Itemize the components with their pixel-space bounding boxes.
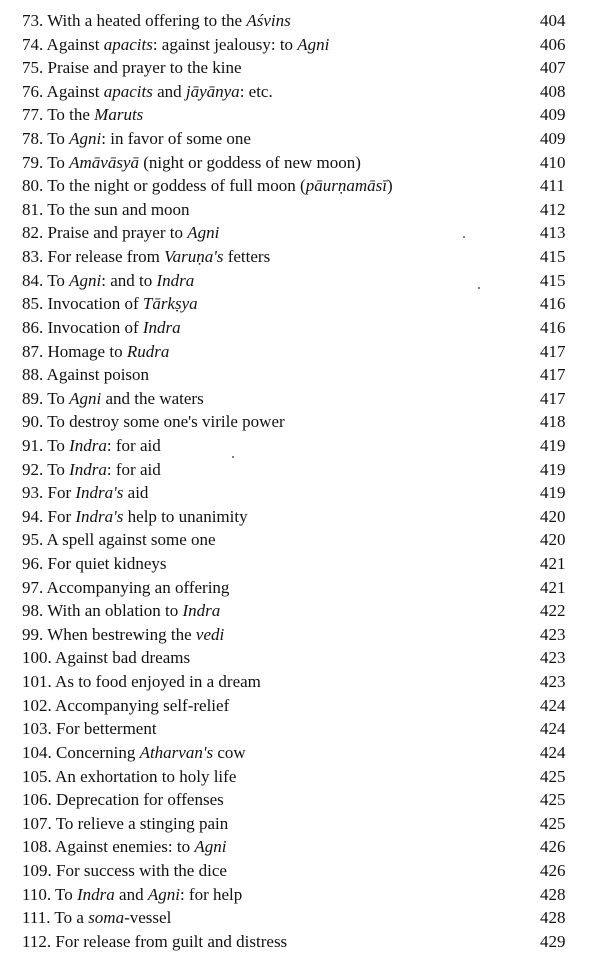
toc-entry-title	[22, 576, 229, 600]
toc-entry-page: 424	[540, 695, 566, 715]
toc-entry-title-italic: Indra	[156, 270, 195, 290]
toc-entry-title-text: : against jealousy: to	[152, 34, 298, 54]
toc-entry-title-text: : and to	[101, 270, 157, 290]
toc-entry-title	[22, 623, 224, 647]
toc-entry-title	[22, 599, 220, 623]
toc-entry-title-italic: Rudra	[126, 341, 170, 361]
toc-entry-title-text: aid	[123, 483, 149, 503]
toc-entry	[0, 434, 600, 458]
toc-entry-title-italic: apacits	[103, 81, 153, 101]
toc-entry-title-text: 109. For success with the dice	[22, 860, 227, 880]
toc-entry-title	[22, 221, 219, 245]
toc-entry-title	[22, 56, 242, 80]
toc-entry-title	[22, 788, 224, 812]
toc-entry-page: 410	[540, 152, 566, 172]
toc-entry-title-text: 80. To the night or goddess of full moon (	[22, 176, 306, 196]
toc-entry-title	[22, 717, 157, 741]
toc-entry-title-italic: Indra	[77, 884, 115, 904]
toc-entry-title-text: 88. Against poison	[22, 365, 150, 385]
toc-entry-title-text: : in favor of some one	[101, 129, 251, 149]
toc-entry	[0, 835, 600, 859]
toc-entry-title-text: 97. Accompanying an offering	[22, 577, 230, 597]
toc-entry-page: 416	[540, 317, 566, 337]
table-of-contents	[0, 9, 600, 953]
toc-entry	[0, 56, 600, 80]
toc-entry-title	[22, 292, 198, 316]
toc-entry-page: 423	[540, 624, 566, 644]
toc-entry-title	[22, 103, 143, 127]
toc-entry-page: 426	[540, 860, 566, 880]
toc-entry-title-italic: Indra's	[75, 506, 124, 526]
toc-entry	[0, 410, 600, 434]
toc-entry-page: 429	[540, 931, 566, 951]
toc-entry-page: 421	[540, 577, 566, 597]
toc-entry-title-text: -vessel	[124, 908, 172, 928]
toc-entry-title	[22, 670, 261, 694]
toc-entry-page: 423	[540, 648, 566, 668]
toc-entry-title-text: 85. Invocation of	[22, 294, 143, 314]
toc-entry-title-text: 79. To	[22, 152, 70, 172]
print-speck	[232, 456, 234, 458]
toc-entry	[0, 127, 600, 151]
toc-entry-title-text: 100. Against bad dreams	[22, 648, 191, 668]
toc-entry-title	[22, 151, 361, 175]
toc-entry-title-text: 111. To a	[22, 908, 89, 928]
toc-entry-title-italic: Indra	[69, 459, 107, 479]
toc-entry-title-italic: Indra	[142, 317, 181, 337]
toc-entry-title-text: 86. Invocation of	[22, 317, 143, 337]
toc-entry-title-text: help to unanimity	[123, 506, 248, 526]
toc-entry-title-text: cow	[213, 742, 246, 762]
toc-entry-title-italic: Agni	[69, 388, 102, 408]
toc-entry-title	[22, 741, 246, 765]
toc-entry	[0, 174, 600, 198]
toc-entry-title-text: 87. Homage to	[22, 341, 127, 361]
toc-entry-title	[22, 174, 393, 198]
toc-entry-title-italic: Indra's	[75, 483, 124, 503]
toc-entry-page: 417	[540, 388, 566, 408]
toc-entry-title-text: 89. To	[22, 388, 70, 408]
toc-entry-page: 419	[540, 483, 566, 503]
toc-entry-page: 408	[540, 81, 566, 101]
toc-entry	[0, 646, 600, 670]
toc-entry-title-italic: Amāvāsyā	[69, 152, 140, 172]
toc-entry	[0, 670, 600, 694]
toc-entry-title-text: 99. When bestrewing the	[22, 624, 196, 644]
toc-entry-page: 415	[540, 270, 566, 290]
toc-entry	[0, 481, 600, 505]
toc-entry-title-italic: Agni	[69, 270, 102, 290]
toc-entry-title-text: 112. For release from guilt and distress	[22, 931, 288, 951]
toc-entry	[0, 103, 600, 127]
toc-entry-page: 415	[540, 247, 566, 267]
toc-entry-title-text: 90. To destroy some one's virile power	[22, 412, 285, 432]
toc-entry	[0, 505, 600, 529]
toc-entry-title-text: : for aid	[106, 459, 161, 479]
toc-entry-title-italic: Indra	[182, 601, 221, 621]
toc-entry	[0, 883, 600, 907]
toc-entry	[0, 292, 600, 316]
toc-entry-title-text: 94. For	[22, 506, 76, 526]
toc-entry-title	[22, 646, 190, 670]
toc-entry-title-text: fetters	[223, 247, 271, 267]
toc-entry	[0, 363, 600, 387]
toc-entry-title	[22, 198, 190, 222]
toc-entry	[0, 528, 600, 552]
toc-entry-title-italic: Aśvins	[246, 11, 291, 30]
toc-entry-title-text: 101. As to food enjoyed in a dream	[22, 672, 261, 692]
toc-entry	[0, 80, 600, 104]
toc-entry-title-italic: pāurṇamāsī	[305, 176, 387, 196]
toc-entry-title-text: and	[152, 81, 186, 101]
toc-entry-page: 423	[540, 672, 566, 692]
toc-entry-title-text: 92. To	[22, 459, 70, 479]
toc-entry-title-text: and	[114, 884, 148, 904]
toc-entry-title-text: 110. To	[22, 884, 78, 904]
toc-entry	[0, 269, 600, 293]
toc-entry-page: 420	[540, 506, 566, 526]
toc-entry-title	[22, 812, 228, 836]
toc-entry-title-text: 76. Against	[22, 81, 104, 101]
toc-entry-title-text: 83. For release from	[22, 247, 165, 267]
toc-entry	[0, 33, 600, 57]
toc-entry-page: 424	[540, 742, 566, 762]
toc-entry-title	[22, 694, 229, 718]
toc-entry-title-text: )	[386, 176, 393, 196]
toc-entry-page: 413	[540, 223, 566, 243]
toc-entry-title-italic: jāyānya	[185, 81, 240, 101]
toc-entry-title	[22, 316, 181, 340]
toc-entry-title-italic: Agni	[187, 223, 220, 243]
toc-entry-page: 428	[540, 884, 566, 904]
toc-entry-title-italic: Varuṇa's	[164, 247, 224, 267]
toc-entry-title-text: 96. For quiet kidneys	[22, 554, 167, 574]
toc-entry-title-italic: Agni	[194, 837, 227, 857]
toc-entry-title-text: : for help	[179, 884, 243, 904]
toc-entry-title	[22, 765, 236, 789]
toc-entry-title-text: : for aid	[106, 435, 161, 455]
toc-entry	[0, 906, 600, 930]
toc-entry	[0, 9, 600, 33]
toc-entry-title-text: 75. Praise and prayer to the kine	[22, 58, 242, 78]
toc-entry	[0, 245, 600, 269]
print-speck	[463, 236, 465, 238]
toc-entry-title-text: 107. To relieve a stinging pain	[22, 813, 229, 833]
toc-entry-title-italic: vedi	[195, 624, 225, 644]
toc-entry-title-text: and the waters	[101, 388, 204, 408]
toc-entry-title	[22, 410, 285, 434]
toc-entry-title-text: 84. To	[22, 270, 70, 290]
toc-entry-title-text: 102. Accompanying self-relief	[22, 695, 230, 715]
toc-entry-page: 422	[540, 601, 566, 621]
toc-entry-title-text: 78. To	[22, 129, 70, 149]
toc-entry-page: 407	[540, 58, 566, 78]
toc-entry-title-text: 74. Against	[22, 34, 104, 54]
toc-entry-title-text: 91. To	[22, 435, 70, 455]
toc-entry-title-text: 81. To the sun and moon	[22, 199, 190, 219]
toc-entry-title-text: 93. For	[22, 483, 76, 503]
toc-entry-page: 411	[540, 176, 565, 196]
toc-entry-page: 420	[540, 530, 566, 550]
toc-entry	[0, 717, 600, 741]
toc-entry-title-italic: Agni	[297, 34, 330, 54]
toc-entry-title-text: 103. For betterment	[22, 719, 157, 739]
toc-entry-title-text: 104. Concerning	[22, 742, 140, 762]
toc-entry-page: 425	[540, 813, 566, 833]
toc-entry-title	[22, 458, 161, 482]
toc-entry-title	[22, 883, 242, 907]
toc-entry-title	[22, 552, 167, 576]
toc-entry-page: 409	[540, 129, 566, 149]
toc-entry-title-text: 82. Praise and prayer to	[22, 223, 188, 243]
toc-entry-page: 412	[540, 199, 566, 219]
toc-entry-title	[22, 859, 227, 883]
toc-entry-page: 428	[540, 908, 566, 928]
toc-entry-title-italic: Agni	[147, 884, 180, 904]
toc-entry-title-text: : etc.	[239, 81, 273, 101]
toc-entry-page: 418	[540, 412, 566, 432]
toc-entry-title-italic: Tārkṣya	[142, 294, 198, 314]
toc-entry	[0, 694, 600, 718]
toc-entry-title	[22, 245, 270, 269]
toc-entry	[0, 765, 600, 789]
toc-entry-title	[22, 528, 216, 552]
toc-entry	[0, 151, 600, 175]
toc-entry-title-italic: Indra	[69, 435, 107, 455]
toc-entry	[0, 859, 600, 883]
toc-entry	[0, 741, 600, 765]
toc-entry-page: 406	[540, 34, 566, 54]
toc-entry-title-text: 108. Against enemies: to	[22, 837, 195, 857]
toc-entry-title	[22, 835, 226, 859]
toc-entry-title	[22, 127, 251, 151]
toc-entry-page: 419	[540, 459, 566, 479]
toc-entry-title-text: 95. A spell against some one	[22, 530, 216, 550]
toc-entry-title	[22, 33, 329, 57]
toc-entry-page: 425	[540, 766, 566, 786]
toc-entry	[0, 316, 600, 340]
toc-entry-title	[22, 906, 171, 930]
toc-entry-page: 425	[540, 790, 566, 810]
toc-entry-title	[22, 505, 248, 529]
toc-entry-title-italic: apacits	[103, 34, 153, 54]
toc-entry-title	[22, 481, 148, 505]
toc-entry-title-text: 105. An exhortation to holy life	[22, 766, 237, 786]
toc-entry-title	[22, 269, 194, 293]
toc-entry-page: 426	[540, 837, 566, 857]
toc-entry-title	[22, 434, 161, 458]
toc-entry-title-italic: Agni	[69, 129, 102, 149]
toc-entry	[0, 599, 600, 623]
toc-entry	[0, 576, 600, 600]
toc-entry-page: 419	[540, 435, 566, 455]
toc-entry-title-text: 77. To the	[22, 105, 95, 125]
toc-entry-title-italic: soma	[88, 908, 125, 928]
toc-entry-title	[22, 363, 149, 387]
toc-entry	[0, 198, 600, 222]
toc-entry-title-text: 98. With an oblation to	[22, 601, 183, 621]
toc-entry	[0, 552, 600, 576]
toc-entry-page: 409	[540, 105, 566, 125]
toc-entry-page: 417	[540, 341, 566, 361]
toc-entry-title	[22, 387, 204, 411]
toc-entry	[0, 340, 600, 364]
toc-entry	[0, 788, 600, 812]
toc-entry-title-italic: Atharvan's	[139, 742, 214, 762]
toc-entry-page: 416	[540, 294, 566, 314]
toc-entry-title	[22, 80, 273, 104]
print-speck	[478, 287, 480, 289]
toc-entry-title	[22, 9, 291, 33]
toc-entry-title	[22, 340, 169, 364]
toc-entry-title-italic: Maruts	[94, 105, 144, 125]
toc-entry-title-text: 73. With a heated offering to the	[22, 11, 247, 30]
toc-entry-page: 404	[540, 11, 566, 30]
toc-entry	[0, 812, 600, 836]
toc-entry-page: 421	[540, 554, 566, 574]
toc-entry-page: 424	[540, 719, 566, 739]
toc-entry	[0, 387, 600, 411]
toc-entry-page: 417	[540, 365, 566, 385]
toc-entry	[0, 458, 600, 482]
toc-entry	[0, 221, 600, 245]
toc-entry-title-text: 106. Deprecation for offenses	[22, 790, 224, 810]
toc-entry-title-text: (night or goddess of new moon)	[139, 152, 361, 172]
toc-entry	[0, 623, 600, 647]
